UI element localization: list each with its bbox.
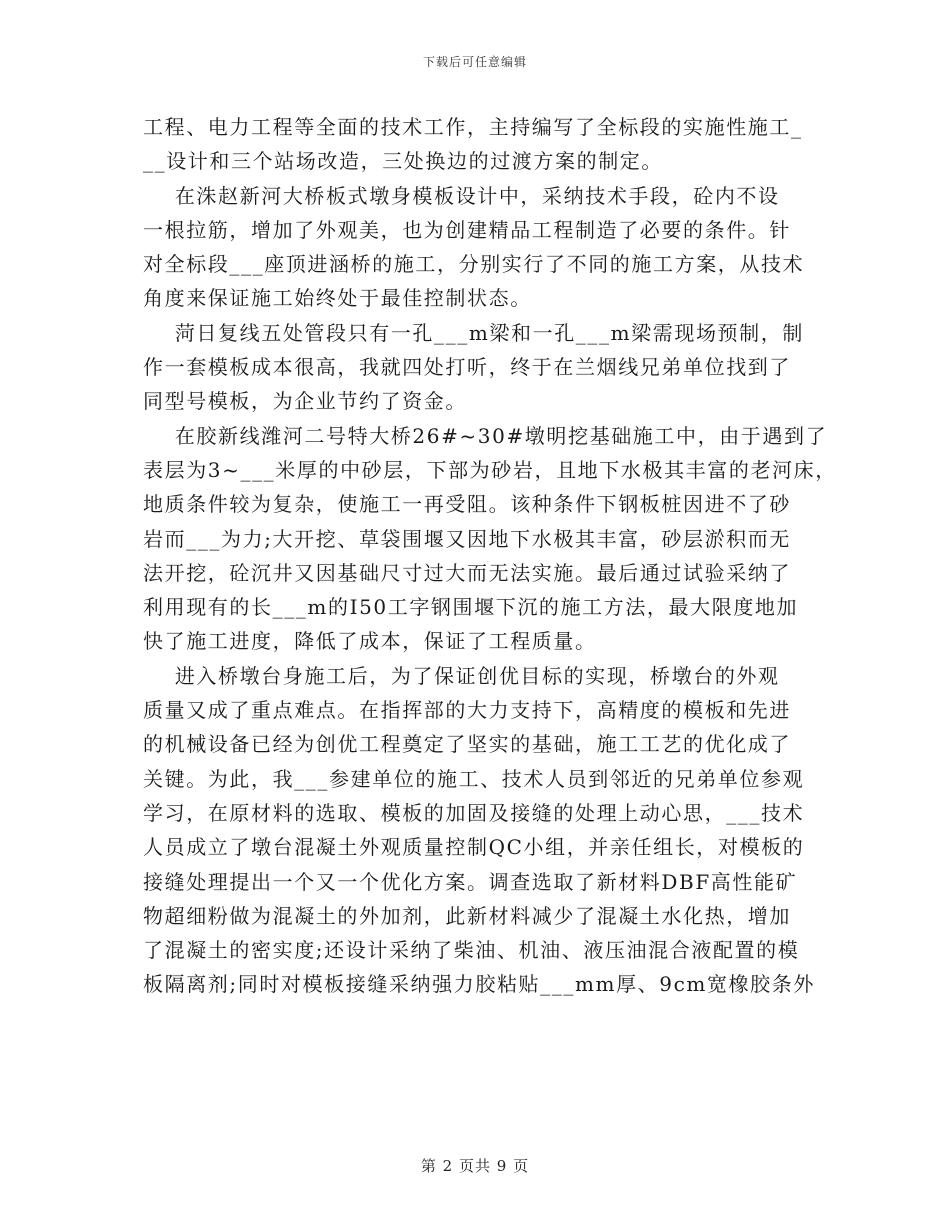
text-line: 人员成立了墩台混凝土外观质量控制QC小组，并亲任组长，对模板的 bbox=[143, 835, 805, 860]
text-line: 地质条件较为复杂，使施工一再受阻。该种条件下钢板桩因进不了砂 bbox=[143, 492, 791, 517]
text-line: 进入桥墩台身施工后，为了保证创优目标的实现，桥墩台的外观 bbox=[143, 663, 780, 688]
text-line: 关键。为此，我___参建单位的施工、技术人员到邻近的兄弟单位参观 bbox=[143, 766, 805, 791]
text-line: 对全标段___座顶进涵桥的施工，分别实行了不同的施工方案，从技术 bbox=[143, 252, 805, 277]
page-footer: 第 2 页共 9 页 bbox=[420, 1157, 530, 1175]
text-line: 的机械设备已经为创优工程奠定了坚实的基础，施工工艺的优化成了 bbox=[143, 732, 791, 757]
text-line: 法开挖，砼沉井又因基础尺寸过大而无法实施。最后通过试验采纳了 bbox=[143, 560, 791, 585]
text-line: 菏日复线五处管段只有一孔___m梁和一孔___m梁需现场预制，制 bbox=[143, 320, 804, 345]
text-line: 在胶新线潍河二号特大桥26#~30#墩明挖基础施工中，由于遇到了 bbox=[143, 423, 828, 448]
text-line: __设计和三个站场改造，三处换边的过渡方案的制定。 bbox=[143, 149, 663, 174]
text-line: 作一套模板成本很高，我就四处打听，终于在兰烟线兄弟单位找到了 bbox=[143, 355, 791, 380]
text-line: 工程、电力工程等全面的技术工作，主持编写了全标段的实施性施工_ bbox=[143, 115, 803, 139]
text-line: 利用现有的长___m的I50工字钢围堰下沉的施工方法，最大限度地加 bbox=[143, 595, 799, 620]
text-line: 了混凝土的密实度;还设计采纳了柴油、机油、液压油混合液配置的模 bbox=[143, 938, 800, 963]
text-line: 板隔离剂;同时对模板接缝采纳强力胶粘贴___mm厚、9cm宽橡胶条外 bbox=[143, 972, 815, 997]
text-line: 学习，在原材料的选取、模板的加固及接缝的处理上动心思，___技术 bbox=[143, 800, 805, 825]
text-line: 在洙赵新河大桥板式墩身模板设计中，采纳技术手段，砼内不设 bbox=[143, 183, 780, 208]
text-line: 同型号模板，为企业节约了资金。 bbox=[143, 389, 467, 414]
page-header: 下载后可任意编辑 bbox=[422, 55, 527, 69]
text-line: 一根拉筋，增加了外观美，也为创建精品工程制造了必要的条件。针 bbox=[143, 217, 791, 242]
text-line: 表层为3~___米厚的中砂层，下部为砂岩，且地下水极其丰富的老河床， bbox=[143, 457, 837, 482]
text-line: 接缝处理提出一个又一个优化方案。调查选取了新材料DBF高性能矿 bbox=[143, 869, 798, 894]
text-line: 角度来保证施工始终处于最佳控制状态。 bbox=[143, 286, 532, 311]
text-line: 质量又成了重点难点。在指挥部的大力支持下，高精度的模板和先进 bbox=[143, 698, 791, 723]
text-line: 岩而___为力;大开挖、草袋围堰又因地下水极其丰富，砂层淤积而无 bbox=[143, 526, 791, 551]
body-text bbox=[143, 110, 837, 1002]
text-line: 物超细粉做为混凝土的外加剂，此新材料减少了混凝土水化热，增加 bbox=[143, 903, 791, 928]
text-line: 快了施工进度，降低了成本，保证了工程质量。 bbox=[143, 629, 597, 654]
